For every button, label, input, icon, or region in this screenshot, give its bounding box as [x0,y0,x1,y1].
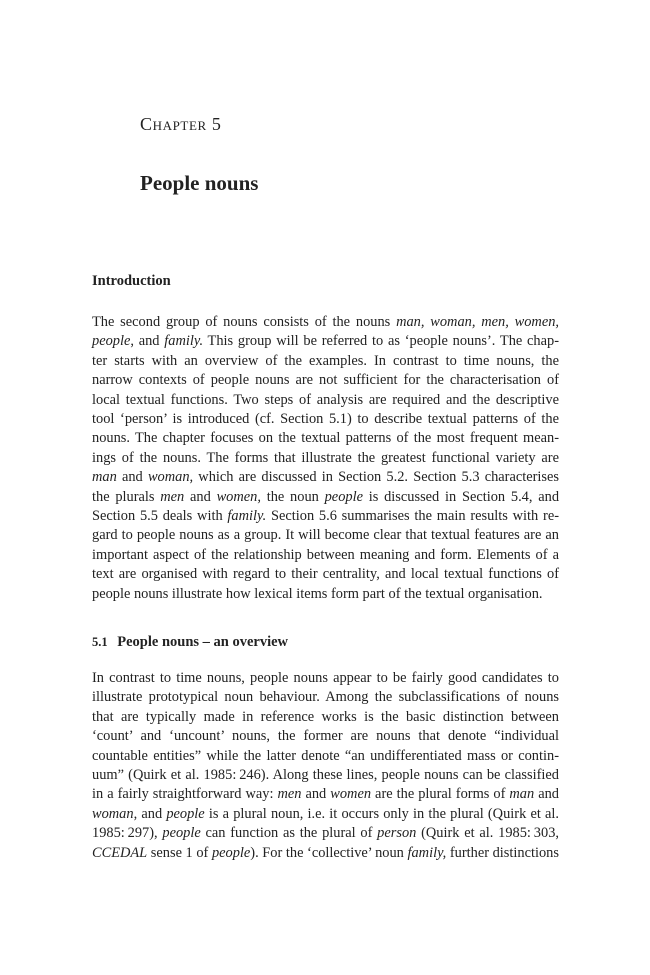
text-line [92,565,559,584]
text-run: , and [133,805,167,822]
text-run: ). For the ‘collective’ noun [250,844,408,861]
italic-term: people [166,805,205,822]
text-line [92,766,559,785]
italic-term: man, woman, men, women, [396,314,559,330]
text-run: , and [130,333,165,350]
italic-term: CCEDAL [92,844,148,861]
text-line [92,844,559,863]
text-line [92,507,559,526]
text-line [92,488,559,507]
text-run: that are typically made in reference works is the basic distinction between [92,708,559,725]
text-run: 1985: 297), [92,825,163,842]
italic-term: men [277,786,302,803]
text-run: (Quirk et al. 1985: 303, [416,825,559,842]
italic-term: man [509,786,535,803]
text-run: important aspect of the relationship between meaning and form. Elements of a [92,546,559,563]
text-run: Section 5.6 summarises the main results with re- [266,508,559,525]
text-line [92,429,559,448]
text-run: the noun [260,488,325,505]
italic-term: family. [227,508,267,525]
text-run: the plurals [92,488,161,505]
text-run: which are discussed in Section 5.2. Section 5.3 characterises [193,469,559,486]
italic-term: man [92,469,117,486]
text-run: and [301,786,331,803]
text-run: narrow contexts of people nouns are not sufficient for the characterisation of [92,372,559,389]
text-run: further distinctions [446,844,559,861]
chapter-label: Chapter 5 [140,114,222,134]
text-run: countable entities” while the latter denote “an undifferentiated mass or contin- [92,747,559,764]
text-line [92,332,559,351]
italic-term: men [160,488,185,505]
text-run: and [534,786,559,803]
italic-term: people [324,488,363,505]
text-run: and [184,488,217,505]
text-line [92,585,559,604]
text-line [92,371,559,390]
italic-term: people [92,333,131,350]
text-run: ings of the nouns. The forms that illustrate the greatest functional variety are [92,449,559,466]
text-run: Section 5.5 deals with [92,508,228,525]
text-line [92,410,559,429]
section-5-1-paragraph [92,669,559,863]
text-run: can function as the plural of [200,825,378,842]
text-run: gard to people nouns as a group. It will become clear that textual features are an [92,527,559,544]
text-run: uum” (Quirk et al. 1985: 246). Along these lines, people nouns can be classified [92,767,559,784]
text-line [92,449,559,468]
italic-term: person [377,825,417,842]
text-run: This group will be referred to as ‘people nouns’. The chap- [203,333,559,350]
text-line [92,747,559,766]
text-line [92,313,559,332]
text-line [92,727,559,746]
text-line [92,526,559,545]
text-line [92,546,559,565]
text-run: The second group of nouns consists of the nouns [92,314,397,330]
text-line [92,708,559,727]
italic-term: people [162,825,201,842]
chapter-title: People nouns [140,171,259,195]
text-run: nouns. The chapter focuses on the textual patterns of the most frequent mean- [92,430,559,447]
text-line [92,805,559,824]
text-run: people nouns illustrate how lexical items form part of the textual organisation. [92,585,543,602]
italic-term: family, [407,844,447,861]
text-run: illustrate prototypical noun behaviour. Among the subclassifications of nouns [92,689,559,706]
italic-term: woman [92,805,134,822]
text-run: In contrast to time nouns, people nouns appear to be fairly good candidates to [92,670,559,686]
text-run: sense 1 of [147,844,212,861]
text-line [92,468,559,487]
text-line [92,391,559,410]
italic-term: people [211,844,251,861]
text-run: text are organised with regard to their centrality, and local textual functions of [92,566,559,583]
text-line [92,785,559,804]
introduction-paragraph [92,313,559,604]
text-line [92,669,559,688]
text-run: ter starts with an overview of the examples. In contrast to time nouns, the [92,352,559,369]
text-run: are the plural forms of [371,786,510,803]
italic-term: woman, [147,469,194,486]
text-line [92,824,559,843]
section-title: People nouns – an overview [117,634,289,650]
introduction-heading: Introduction [92,273,171,289]
text-run: is discussed in Section 5.4, and [362,488,560,505]
text-run: is a plural noun, i.e. it occurs only in the plural (Quirk et al. [204,805,559,822]
text-line [92,352,559,371]
section-5-1-heading [92,634,288,651]
text-run: in a fairly straightforward way: [92,786,278,803]
italic-term: women, [216,488,261,505]
text-run: tool ‘person’ is introduced (cf. Section 5.1) to describe textual patterns of the [92,411,559,428]
text-run: local textual functions. Two steps of analysis are required and the descriptive [92,391,559,408]
text-run: ‘count’ and ‘uncount’ nouns, the former are nouns that denote “individual [92,728,559,745]
italic-term: family. [164,333,204,350]
text-line [92,688,559,707]
text-run: and [116,469,148,486]
italic-term: women [330,786,372,803]
section-number: 5.1 [92,635,108,649]
